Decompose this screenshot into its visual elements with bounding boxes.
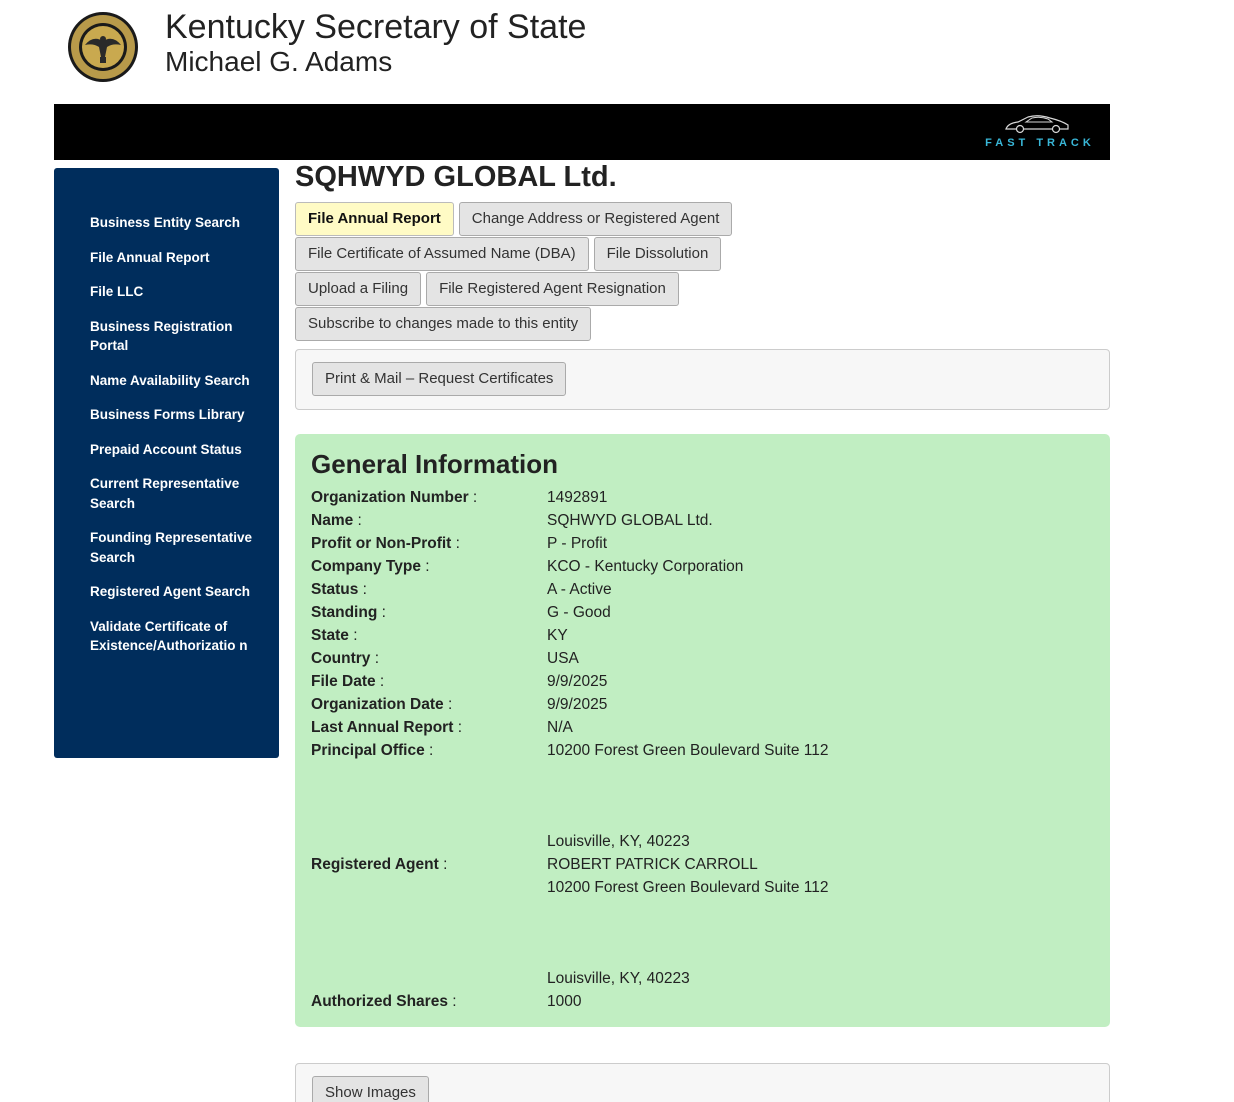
info-row-company-type: Company Type : KCO - Kentucky Corporation <box>311 555 1091 578</box>
fast-track-label: FAST TRACK <box>985 137 1095 149</box>
change-address-button[interactable]: Change Address or Registered Agent <box>459 202 733 236</box>
info-label: Standing <box>311 604 378 621</box>
info-label: Profit or Non-Profit <box>311 535 452 552</box>
address-line: 10200 Forest Green Boulevard Suite 112 <box>547 742 829 759</box>
info-row-status: Status : A - Active <box>311 578 1091 601</box>
action-row-1 <box>295 202 1110 236</box>
action-row-4 <box>295 307 1110 341</box>
address-line: Louisville, KY, 40223 <box>547 970 690 987</box>
address-line: Louisville, KY, 40223 <box>547 833 690 850</box>
sidebar-item-prepaid-account-status[interactable]: Prepaid Account Status <box>90 441 242 457</box>
info-label: Authorized Shares <box>311 993 448 1010</box>
info-label: File Date <box>311 673 376 690</box>
info-row-country: Country : USA <box>311 647 1091 670</box>
address-line: 10200 Forest Green Boulevard Suite 112 <box>547 879 829 896</box>
print-mail-panel <box>295 349 1110 410</box>
top-banner <box>54 104 1110 160</box>
upload-filing-button[interactable]: Upload a Filing <box>295 272 421 306</box>
sidebar-item-registered-agent-search[interactable]: Registered Agent Search <box>90 584 251 599</box>
info-value: USA <box>547 650 579 667</box>
info-label: Registered Agent <box>311 856 439 873</box>
info-row-last-annual-report: Last Annual Report : N/A <box>311 716 1091 739</box>
info-row-name: Name : SQHWYD GLOBAL Ltd. <box>311 509 1091 532</box>
info-label: Last Annual Report <box>311 719 454 736</box>
file-assumed-name-button[interactable]: File Certificate of Assumed Name (DBA) <box>295 237 589 271</box>
images-panel <box>295 1063 1110 1102</box>
file-agent-resignation-button[interactable]: File Registered Agent Resignation <box>426 272 679 306</box>
info-row-authorized-shares: Authorized Shares : 1000 <box>311 990 1091 1013</box>
sidebar-item-business-registration-portal[interactable]: Business Registration Portal <box>90 318 233 353</box>
sidebar-item-founding-representative-search[interactable]: Founding Representative Search <box>90 530 253 565</box>
sidebar-item-current-representative-search[interactable]: Current Representative Search <box>90 476 240 511</box>
site-title: Kentucky Secretary of State <box>165 8 587 46</box>
info-label: Organization Date <box>311 696 444 713</box>
subscribe-button[interactable]: Subscribe to changes made to this entity <box>295 307 591 341</box>
action-row-2 <box>295 237 1110 271</box>
info-value: A - Active <box>547 581 612 598</box>
info-value: 9/9/2025 <box>547 673 608 690</box>
sidebar-item-name-availability-search[interactable]: Name Availability Search <box>90 372 250 388</box>
info-label: Name <box>311 512 354 529</box>
site-subtitle: Michael G. Adams <box>165 46 393 77</box>
registered-agent-address <box>547 853 828 990</box>
general-information-panel <box>295 434 1110 1027</box>
sidebar-item-validate-certificate[interactable]: Validate Certificate of Existence/Authorizatio n <box>90 618 248 653</box>
sidebar-item-file-annual-report[interactable]: File Annual Report <box>90 249 210 265</box>
info-label: Country <box>311 650 371 667</box>
info-label: Status <box>311 581 359 598</box>
info-value: G - Good <box>547 604 611 621</box>
info-row-standing: Standing : G - Good <box>311 601 1091 624</box>
agent-name: ROBERT PATRICK CARROLL <box>547 856 758 873</box>
general-information-heading: General Information <box>311 449 559 479</box>
info-row-profit: Profit or Non-Profit : P - Profit <box>311 532 1091 555</box>
info-row-state: State : KY <box>311 624 1091 647</box>
info-label: State <box>311 627 349 644</box>
page-header <box>0 0 1234 104</box>
show-images-button[interactable]: Show Images <box>312 1076 429 1102</box>
file-annual-report-button[interactable]: File Annual Report <box>295 202 454 236</box>
main-content <box>295 160 1110 1102</box>
info-row-organization-date: Organization Date : 9/9/2025 <box>311 693 1091 716</box>
sidebar-item-file-llc[interactable]: File LLC <box>90 284 144 299</box>
fast-track-logo[interactable] <box>984 113 1096 153</box>
info-label: Company Type <box>311 558 421 575</box>
sidebar-item-business-forms-library[interactable]: Business Forms Library <box>90 407 245 422</box>
sidebar-item-business-entity-search[interactable]: Business Entity Search <box>90 215 241 230</box>
info-value: SQHWYD GLOBAL Ltd. <box>547 512 713 529</box>
sidebar-nav <box>54 168 279 758</box>
state-seal-icon[interactable] <box>67 11 139 83</box>
sports-car-icon <box>1002 113 1072 135</box>
info-row-organization-number: Organization Number : 1492891 <box>311 486 1091 509</box>
info-label: Organization Number <box>311 489 469 506</box>
action-row-3 <box>295 272 1110 306</box>
info-value: P - Profit <box>547 535 608 552</box>
file-dissolution-button[interactable]: File Dissolution <box>594 237 722 271</box>
principal-office-address <box>547 739 828 853</box>
info-value: 9/9/2025 <box>547 696 608 713</box>
info-value: N/A <box>547 719 573 736</box>
info-row-principal-office: Principal Office : 10200 Forest Green Boulevard Suite 112 Louisville, KY, 40223 <box>311 739 1091 853</box>
info-value: 1492891 <box>547 489 608 506</box>
info-value: KY <box>547 627 568 644</box>
info-label: Principal Office <box>311 742 425 759</box>
info-row-file-date: File Date : 9/9/2025 <box>311 670 1091 693</box>
info-row-registered-agent: Registered Agent : ROBERT PATRICK CARROLL 10200 Forest Green Boulevard Suite 112 Louisville, KY, 40223 <box>311 853 1091 990</box>
print-mail-button[interactable]: Print & Mail – Request Certificates <box>312 362 566 396</box>
general-information-table <box>311 486 1091 1013</box>
entity-title: SQHWYD GLOBAL Ltd. <box>295 161 617 193</box>
info-value: KCO - Kentucky Corporation <box>547 558 744 575</box>
info-value: 1000 <box>547 993 582 1010</box>
